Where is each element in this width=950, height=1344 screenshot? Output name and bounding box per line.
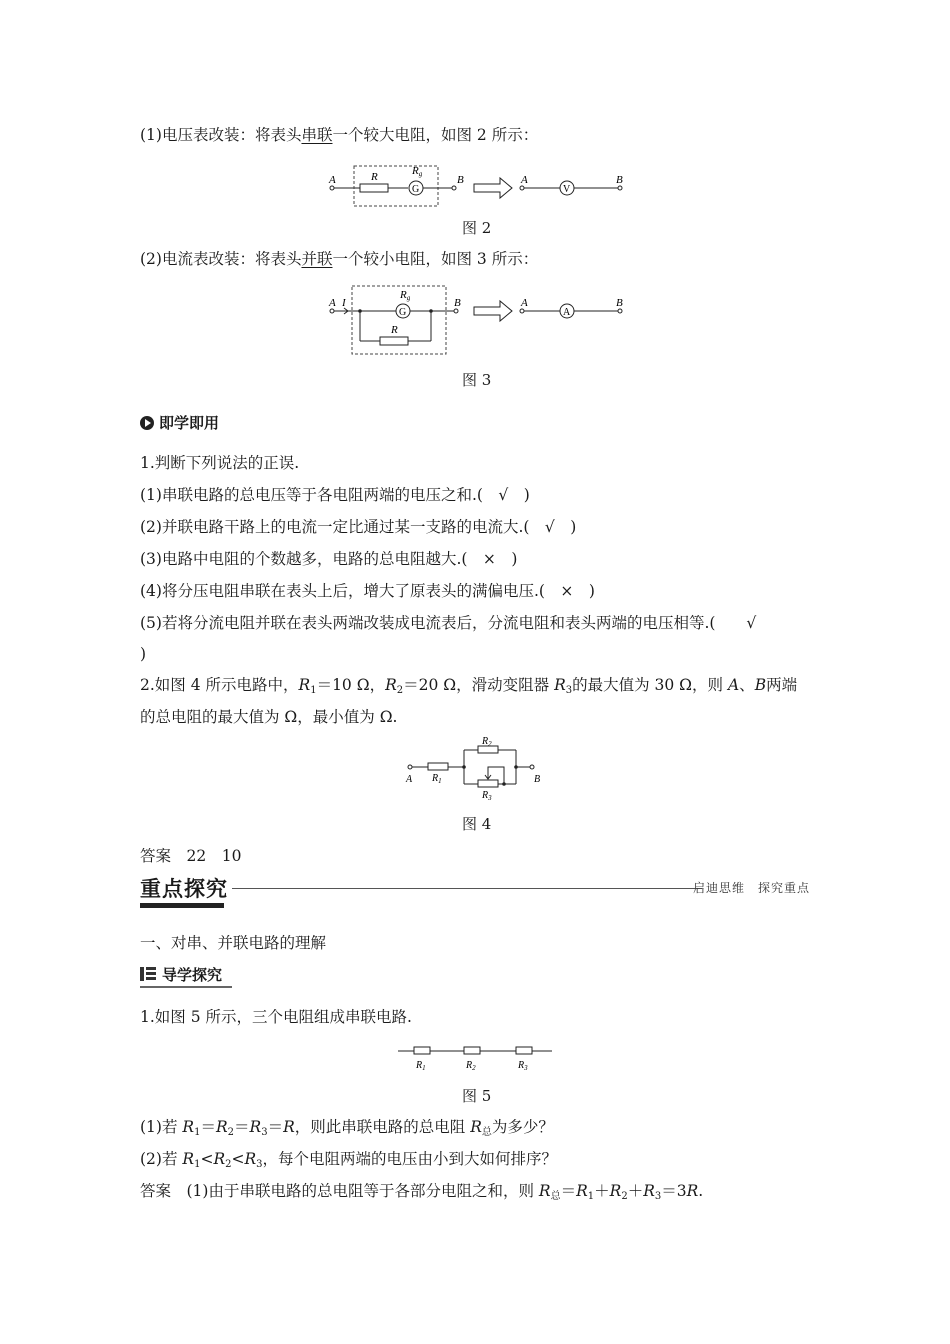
underlined-keyword: 并联 — [301, 250, 333, 268]
conversion-arrow-icon — [474, 301, 512, 321]
judgement-item-4: (4)将分压电阻串联在表头上后，增大了原表头的满偏电压.( × ) — [140, 582, 595, 600]
guide-heading — [140, 964, 222, 985]
figure-2-diagram — [320, 160, 630, 212]
fig2-label-a: A — [329, 174, 336, 186]
fig3-label-b: B — [454, 297, 461, 309]
fig2-label-b: B — [457, 174, 464, 186]
question-1: 1.判断下列说法的正误. — [140, 454, 300, 472]
ammeter-a: A — [563, 307, 571, 318]
explore-subquestion-1: (1)若 $R_1=R_2=R_3=R$，则此串联电路的总电阻 $R_总$为多少？ — [140, 1118, 554, 1138]
answer-q2: 答案 22 10 — [140, 847, 242, 865]
list-icon — [140, 967, 156, 981]
guide-heading-text: 导学探究 — [162, 966, 223, 984]
section-banner — [140, 876, 810, 910]
judgement-item-2: (2)并联电路干路上的电流一定比通过某一支路的电流大.( √ ) — [140, 518, 577, 536]
section-1-title: 一、对串、并联电路的理解 — [140, 934, 327, 952]
figure-5-caption: 图 5 — [462, 1087, 492, 1105]
banner-rule — [232, 888, 702, 889]
voltmeter-v: V — [563, 184, 571, 195]
text-segment: 一个较小电阻，如图 3 所示： — [332, 250, 539, 268]
fig2-label-r: R — [371, 171, 378, 183]
fig3-label-b2: B — [616, 297, 623, 309]
apply-heading-text: 即学即用 — [159, 414, 220, 432]
conversion-arrow-icon — [474, 178, 512, 198]
banner-subtitle: 启迪思维 探究重点 — [692, 881, 810, 895]
fig4-label-b: B — [534, 774, 541, 785]
fig2-label-rg: Rg — [412, 165, 423, 178]
fig5-label-r3: $R_3$ — [518, 1060, 528, 1072]
judgement-item-5-close: ) — [140, 645, 147, 663]
fig3-label-rg: Rg — [400, 289, 411, 302]
question-2-line-2: 的总电阻的最大值为 Ω，最小值为 Ω. — [140, 708, 398, 726]
voltmeter-conversion-text — [140, 124, 538, 146]
fig4-label-r1: $R_1$ — [432, 773, 442, 785]
galvanometer-g: G — [399, 307, 407, 318]
banner-underline-bar — [140, 903, 224, 908]
fig3-label-current-i: I — [342, 297, 346, 309]
figure-4-caption: 图 4 — [462, 815, 492, 833]
judgement-item-1: (1)串联电路的总电压等于各电阻两端的电压之和.( √ ) — [140, 486, 530, 504]
fig3-label-a2: A — [521, 297, 528, 309]
play-icon — [140, 416, 154, 430]
fig3-label-r: R — [391, 324, 398, 336]
question-2-line-1: 2.如图 4 所示电路中，$R_1=10$ Ω，$R_2=20$ Ω，滑动变阻器 $R_3$的最大值为 30 Ω，则 A、B两端 — [140, 676, 798, 696]
fig4-label-r3: $R_3$ — [482, 790, 492, 802]
fig2-label-b2: B — [616, 174, 623, 186]
guide-underline — [140, 986, 232, 988]
figure-2-caption: 图 2 — [462, 219, 492, 237]
apply-heading — [140, 412, 219, 433]
underlined-keyword: 串联 — [301, 126, 333, 144]
figure-3-caption: 图 3 — [462, 371, 492, 389]
judgement-item-5: (5)若将分流电阻并联在表头两端改装成电流表后，分流电阻和表头两端的电压相等.( √ — [140, 614, 757, 632]
fig2-label-a2: A — [521, 174, 528, 186]
text-segment: (1)电压表改装：将表头 — [140, 126, 302, 144]
figure-4-diagram — [400, 734, 550, 804]
text-segment: 一个较大电阻，如图 2 所示： — [332, 126, 539, 144]
explore-answer-1: 答案 (1)由于串联电路的总电阻等于各部分电阻之和，则 $R_总=R_1+R_2+R_3=3R$. — [140, 1182, 704, 1202]
fig4-label-a: A — [406, 774, 413, 785]
ammeter-conversion-text — [140, 248, 538, 270]
explore-subquestion-2: (2)若 $R_1<R_2<R_3$，每个电阻两端的电压由小到大如何排序？ — [140, 1150, 558, 1170]
fig3-label-a: A — [329, 297, 336, 309]
fig5-label-r1: $R_1$ — [416, 1060, 426, 1072]
fig5-label-r2: $R_2$ — [466, 1060, 476, 1072]
fig4-label-r2: $R_2$ — [482, 736, 492, 748]
text-segment: (2)电流表改装：将表头 — [140, 250, 302, 268]
figure-5-diagram — [396, 1040, 556, 1078]
galvanometer-g: G — [412, 184, 420, 195]
explore-question-1: 1.如图 5 所示，三个电阻组成串联电路. — [140, 1008, 412, 1026]
judgement-item-3: (3)电路中电阻的个数越多，电路的总电阻越大.( × ) — [140, 550, 518, 568]
banner-title: 重点探究 — [140, 877, 228, 901]
figure-3-diagram — [320, 284, 630, 360]
